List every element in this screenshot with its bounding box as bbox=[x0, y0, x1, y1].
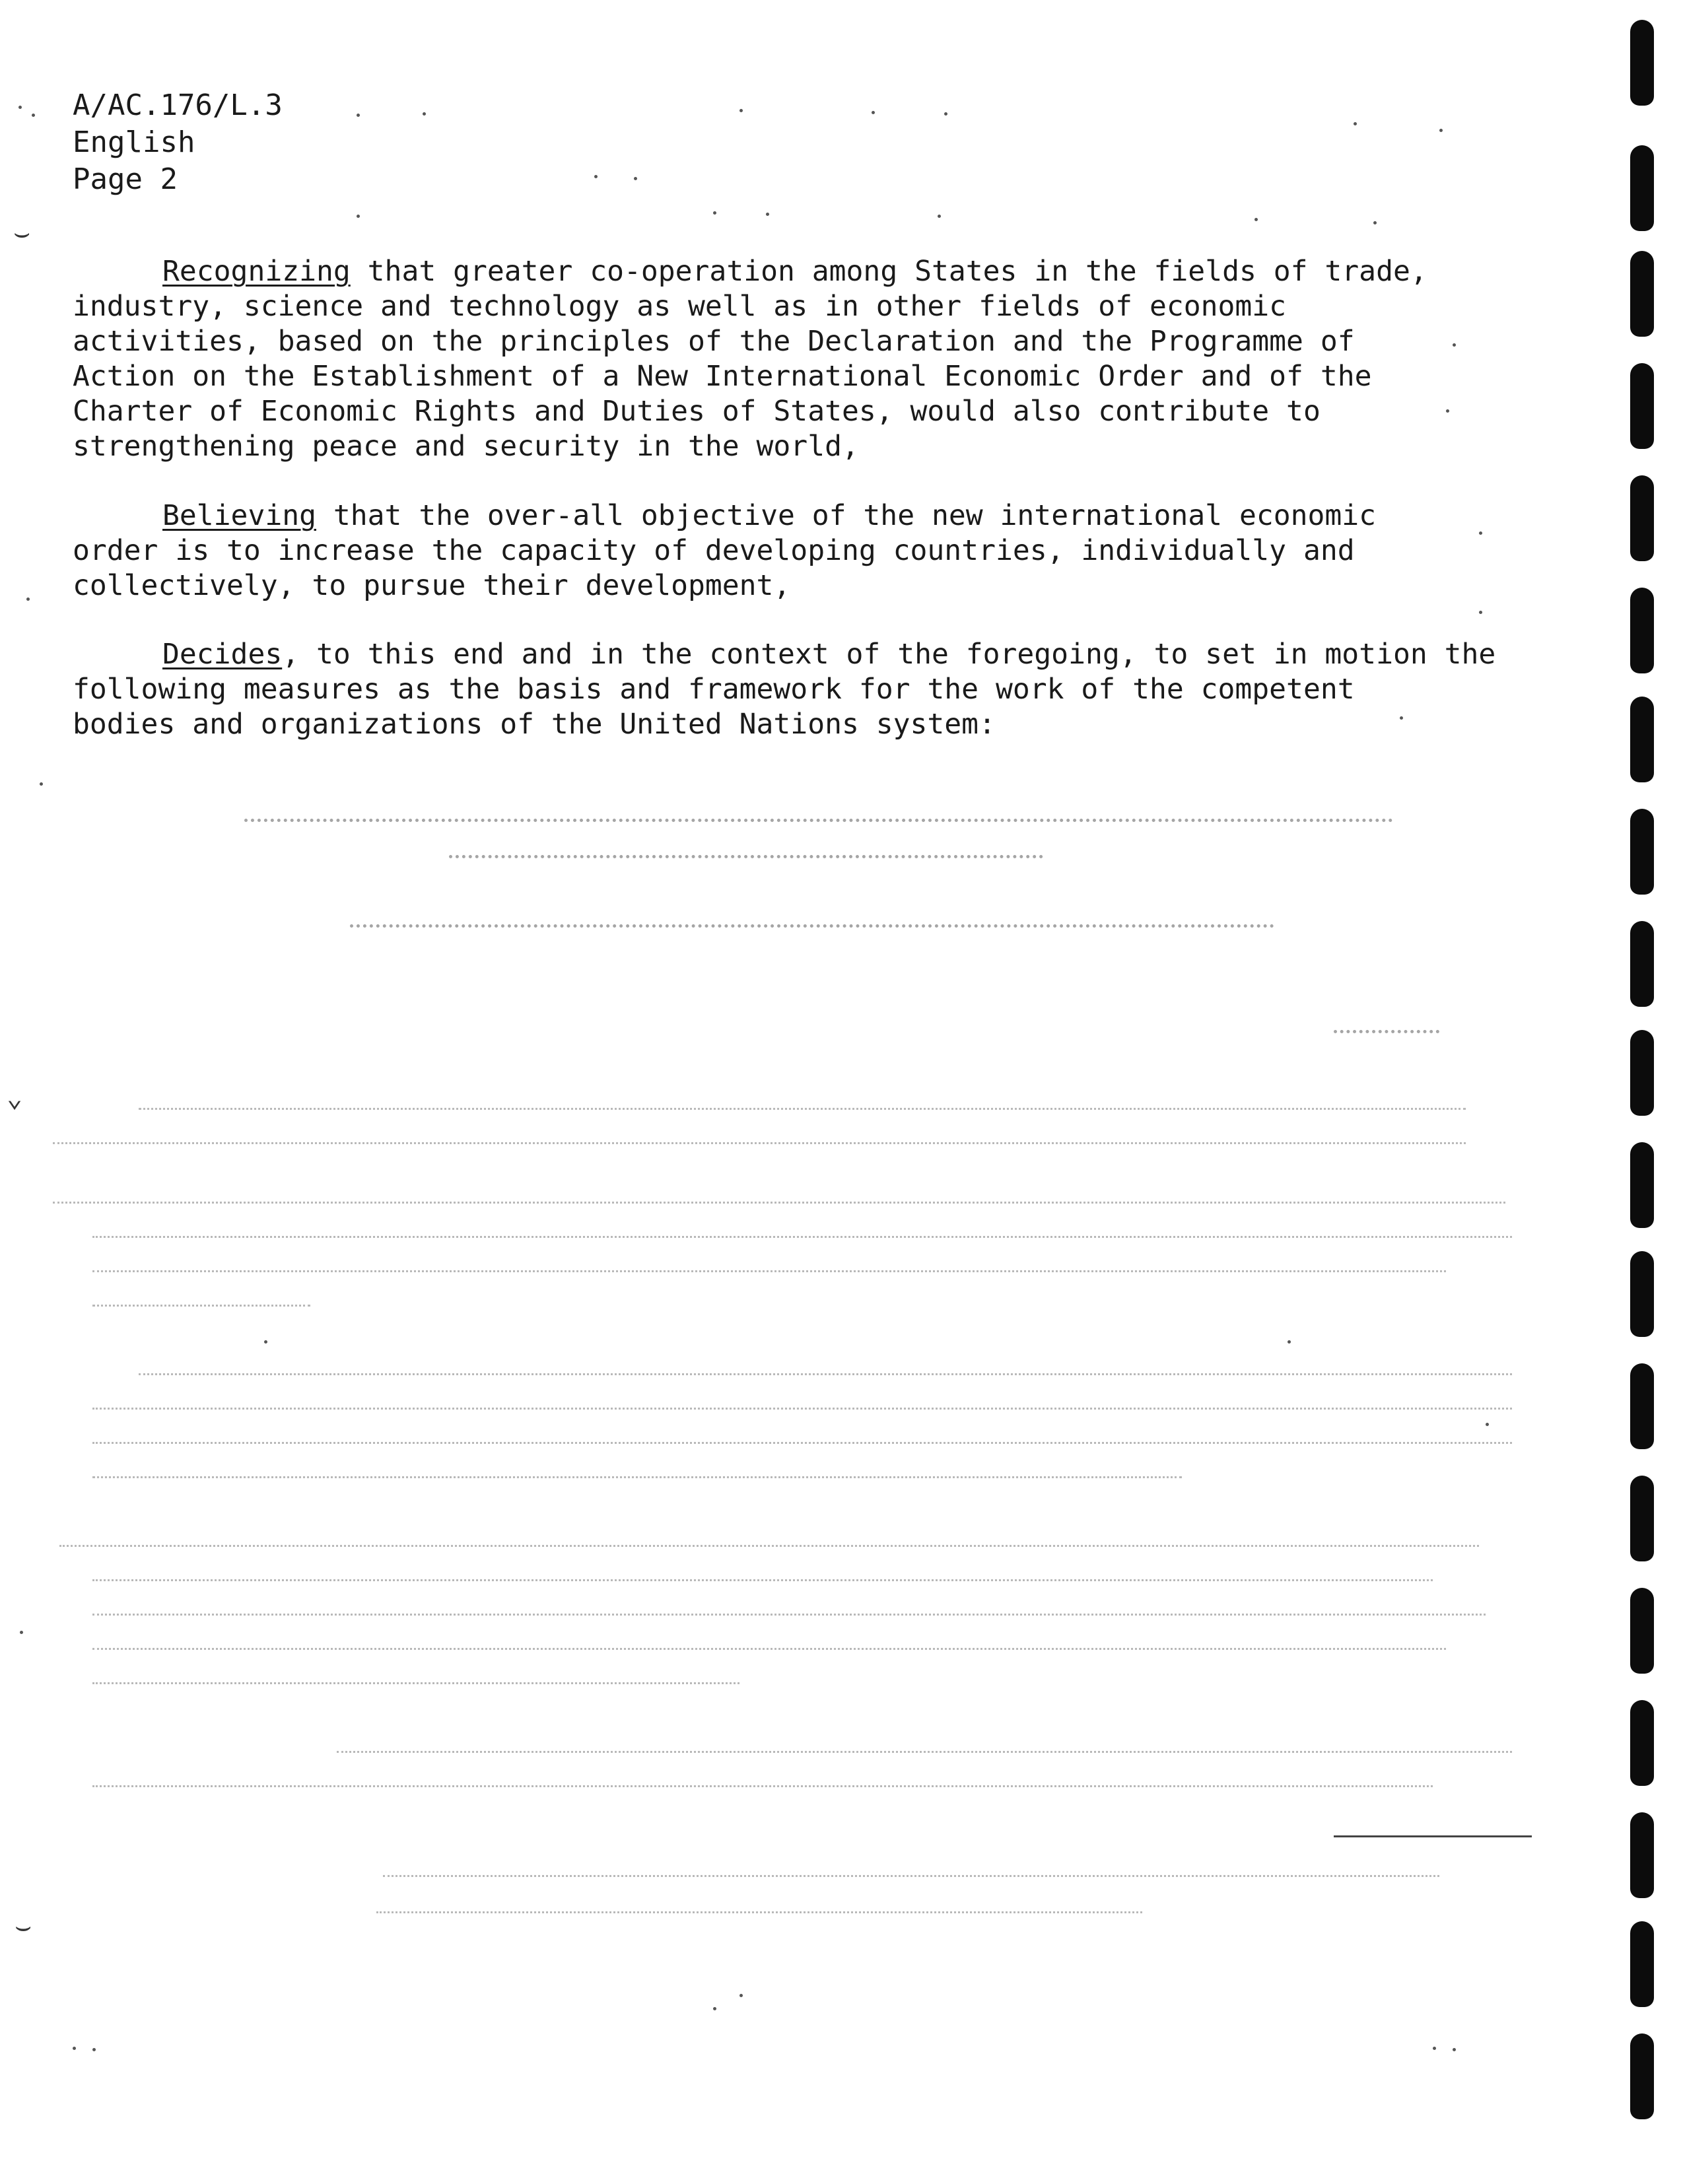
faded-text-line bbox=[139, 1108, 1466, 1116]
paragraph-decides bbox=[73, 637, 1512, 742]
scan-speck bbox=[1354, 122, 1357, 125]
paragraph-line: order is to increase the capacity of developing countries, individually and bbox=[73, 534, 1355, 567]
faded-text-line bbox=[92, 1648, 1446, 1656]
scan-speck bbox=[634, 177, 637, 180]
faded-text-line bbox=[92, 1236, 1512, 1245]
faded-text-line bbox=[92, 1476, 1182, 1485]
scan-speck bbox=[944, 112, 947, 116]
faded-heading-line bbox=[1334, 1030, 1439, 1042]
punch-hole bbox=[1630, 145, 1654, 231]
paragraph-line: Believing that the over-all objective of the new international economic bbox=[162, 499, 1377, 532]
document-symbol: A/AC.176/L.3 bbox=[73, 88, 283, 122]
faded-text-line bbox=[92, 1270, 1446, 1279]
punch-hole bbox=[1630, 921, 1654, 1007]
paragraph-line: activities, based on the principles of the Declaration and the Programme of bbox=[73, 325, 1355, 358]
scan-speck bbox=[357, 215, 360, 218]
paragraph-line: collectively, to pursue their development, bbox=[73, 569, 791, 602]
punch-hole bbox=[1630, 1363, 1654, 1449]
paragraph-line: following measures as the basis and framework for the work of the competent bbox=[73, 673, 1355, 706]
scan-mark: ⌣ bbox=[15, 1911, 32, 1942]
faded-text-line bbox=[139, 1373, 1512, 1382]
scan-speck bbox=[73, 2047, 76, 2050]
punch-hole bbox=[1630, 1030, 1654, 1116]
scan-speck bbox=[938, 215, 941, 218]
scan-speck bbox=[766, 213, 769, 216]
scan-speck bbox=[713, 211, 716, 215]
scan-speck bbox=[357, 114, 360, 117]
faded-text-line bbox=[92, 1305, 310, 1313]
punch-hole bbox=[1630, 1921, 1654, 2007]
faded-bleed-through-text bbox=[40, 792, 1525, 1981]
paragraph-believing bbox=[73, 498, 1512, 603]
punch-hole bbox=[1630, 1476, 1654, 1561]
faded-text-line bbox=[92, 1579, 1433, 1588]
binder-punch-holes bbox=[1604, 0, 1683, 2184]
faded-footnote-line bbox=[376, 1911, 1142, 1920]
faded-footnote-line bbox=[383, 1875, 1439, 1884]
scan-speck bbox=[1400, 716, 1403, 720]
scan-speck bbox=[1373, 221, 1377, 224]
scan-speck bbox=[1288, 1340, 1291, 1344]
faded-text-line bbox=[92, 1785, 1433, 1794]
punch-hole bbox=[1630, 1142, 1654, 1228]
punch-hole bbox=[1630, 2033, 1654, 2119]
faded-heading-line bbox=[350, 924, 1274, 937]
faded-text-line bbox=[92, 1614, 1486, 1622]
punch-hole bbox=[1630, 251, 1654, 337]
faded-text-line bbox=[92, 1442, 1512, 1450]
paragraph-keyword: Recognizing bbox=[162, 255, 351, 288]
scan-speck bbox=[26, 597, 30, 601]
faded-text-line bbox=[337, 1751, 1512, 1759]
scan-speck bbox=[872, 111, 875, 114]
paragraph-line: Decides, to this end and in the context of the foregoing, to set in motion the bbox=[162, 638, 1496, 671]
scan-speck bbox=[264, 1340, 267, 1344]
faded-text-line bbox=[53, 1142, 1466, 1151]
punch-hole bbox=[1630, 475, 1654, 561]
faded-heading-line bbox=[449, 855, 1043, 868]
faded-text-line bbox=[59, 1545, 1479, 1553]
punch-hole bbox=[1630, 363, 1654, 449]
scan-speck bbox=[40, 782, 43, 786]
scan-speck bbox=[1439, 129, 1443, 132]
faded-text-line bbox=[53, 1202, 1505, 1210]
scan-speck bbox=[32, 114, 35, 117]
scan-mark: ⌣ bbox=[13, 218, 31, 248]
punch-hole bbox=[1630, 20, 1654, 106]
scan-speck bbox=[1479, 611, 1482, 614]
paragraph-line: bodies and organizations of the United Nations system: bbox=[73, 708, 996, 741]
faded-text-line bbox=[92, 1682, 739, 1691]
punch-hole bbox=[1630, 1251, 1654, 1337]
document-language: English bbox=[73, 125, 195, 159]
faded-text-line bbox=[92, 1408, 1512, 1416]
punch-hole bbox=[1630, 809, 1654, 895]
scan-speck bbox=[739, 109, 743, 112]
punch-hole bbox=[1630, 1588, 1654, 1674]
paragraph-line: Charter of Economic Rights and Duties of States, would also contribute to bbox=[73, 395, 1321, 428]
scan-speck bbox=[18, 106, 22, 109]
scan-speck bbox=[1453, 2048, 1456, 2051]
scan-speck bbox=[1486, 1423, 1489, 1426]
punch-hole bbox=[1630, 1700, 1654, 1786]
punch-hole bbox=[1630, 588, 1654, 673]
scan-mark: ⌄ bbox=[7, 1083, 23, 1113]
scan-speck bbox=[423, 112, 426, 116]
paragraph-keyword: Decides bbox=[162, 638, 283, 671]
scan-speck bbox=[713, 2007, 716, 2010]
document-header bbox=[73, 87, 283, 198]
scan-speck bbox=[739, 1994, 743, 1997]
paragraph-recognizing bbox=[73, 254, 1512, 464]
scan-speck bbox=[594, 175, 598, 178]
scan-speck bbox=[1433, 2047, 1436, 2050]
paragraph-line: Recognizing that greater co-operation among States in the fields of trade, bbox=[162, 255, 1427, 288]
paragraph-line: industry, science and technology as well as in other fields of economic bbox=[73, 290, 1287, 323]
punch-hole bbox=[1630, 1812, 1654, 1898]
scan-speck bbox=[1446, 409, 1449, 413]
page-number: Page 2 bbox=[73, 162, 178, 196]
scan-speck bbox=[20, 1631, 23, 1634]
scan-speck bbox=[92, 2048, 96, 2051]
paragraph-keyword: Believing bbox=[162, 499, 316, 532]
scan-speck bbox=[1479, 531, 1482, 535]
punch-hole bbox=[1630, 697, 1654, 782]
paragraph-line: strengthening peace and security in the world, bbox=[73, 430, 859, 463]
faded-heading-line bbox=[244, 819, 1393, 831]
paragraph-line: Action on the Establishment of a New International Economic Order and of the bbox=[73, 360, 1372, 393]
footnote-rule bbox=[1334, 1835, 1532, 1837]
scan-speck bbox=[1254, 218, 1258, 221]
scan-speck bbox=[1453, 343, 1456, 347]
